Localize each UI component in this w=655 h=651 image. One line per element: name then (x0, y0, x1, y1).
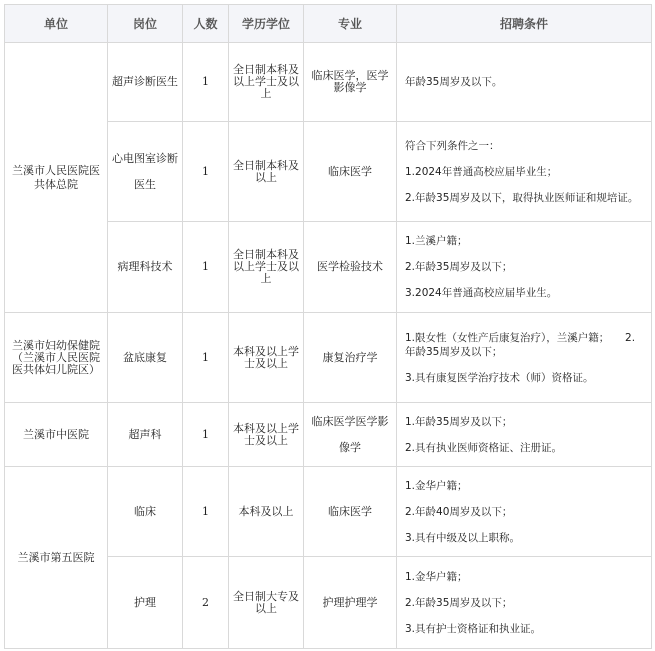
unit-cell: 兰溪市人民医院医共体总院 (5, 43, 108, 313)
major-cell: 临床医学，医学影像学 (304, 43, 397, 122)
condition-line: 2.年龄35周岁及以下； (405, 261, 513, 273)
condition-line: 1.金华户籍； (405, 570, 468, 583)
header-row (5, 5, 652, 43)
count-cell: 1 (183, 222, 229, 313)
post-cell: 护理 (108, 557, 183, 649)
header-unit: 单位 (5, 5, 108, 43)
condition-line: 1.兰溪户籍； (405, 235, 468, 247)
education-cell: 本科及以上 (229, 467, 304, 557)
major-cell: 护理护理学 (304, 557, 397, 649)
table-row (5, 43, 652, 122)
count-cell: 2 (183, 557, 229, 649)
table-row (5, 467, 652, 557)
unit-cell: 兰溪市妇幼保健院（兰溪市人民医院医共体妇儿院区） (5, 313, 108, 403)
recruitment-table (4, 4, 652, 649)
post-cell: 盆底康复 (108, 313, 183, 403)
count-cell: 1 (183, 43, 229, 122)
education-cell: 全日制大专及以上 (229, 557, 304, 649)
education-cell: 本科及以上学士及以上 (229, 313, 304, 403)
count-cell: 1 (183, 467, 229, 557)
condition-line: 符合下列条件之一： (405, 139, 500, 152)
count-cell: 1 (183, 122, 229, 222)
unit-cell: 兰溪市第五医院 (5, 467, 108, 649)
major-cell: 临床医学医学影像学 (304, 403, 397, 467)
post-cell: 超声诊断医生 (108, 43, 183, 122)
post-cell: 临床 (108, 467, 183, 557)
condition-line: 3.具有中级及以上职称。 (405, 531, 521, 544)
education-cell: 本科及以上学士及以上 (229, 403, 304, 467)
table-row (5, 403, 652, 467)
header-major: 专业 (304, 5, 397, 43)
header-conditions: 招聘条件 (397, 5, 652, 43)
count-cell: 1 (183, 403, 229, 467)
condition-line: 年龄35周岁及以下。 (405, 76, 503, 88)
header-education: 学历学位 (229, 5, 304, 43)
header-count: 人数 (183, 5, 229, 43)
unit-cell: 兰溪市中医院 (5, 403, 108, 467)
post-cell: 超声科 (108, 403, 183, 467)
conditions-cell (397, 557, 652, 649)
condition-line: 1.限女性（女性产后康复治疗），兰溪户籍； 2.年龄35周岁及以下； (405, 331, 636, 358)
major-cell: 临床医学 (304, 467, 397, 557)
condition-line: 2.年龄40周岁及以下； (405, 505, 513, 518)
count-cell: 1 (183, 313, 229, 403)
condition-line: 1.2024年普通高校应届毕业生； (405, 165, 558, 178)
condition-line: 2.年龄35周岁及以下，取得执业医师证和规培证。 (405, 191, 639, 204)
conditions-cell (397, 403, 652, 467)
education-cell: 全日制本科及以上学士及以上 (229, 43, 304, 122)
conditions-cell (397, 467, 652, 557)
condition-line: 2.年龄35周岁及以下； (405, 596, 513, 609)
conditions-cell (397, 122, 652, 222)
conditions-cell (397, 222, 652, 313)
conditions-cell (397, 313, 652, 403)
condition-line: 3.2024年普通高校应届毕业生。 (405, 287, 558, 299)
education-cell: 全日制本科及以上学士及以上 (229, 222, 304, 313)
major-cell: 康复治疗学 (304, 313, 397, 403)
condition-line: 2.具有执业医师资格证、注册证。 (405, 441, 563, 454)
post-cell: 心电图室诊断医生 (108, 122, 183, 222)
condition-line: 3.具有护士资格证和执业证。 (405, 622, 542, 635)
condition-line: 1.金华户籍； (405, 479, 468, 492)
table-row (5, 313, 652, 403)
major-cell: 临床医学 (304, 122, 397, 222)
post-cell: 病理科技术 (108, 222, 183, 313)
major-cell: 医学检验技术 (304, 222, 397, 313)
condition-line: 1.年龄35周岁及以下； (405, 415, 513, 428)
condition-line: 3.具有康复医学治疗技术（师）资格证。 (405, 371, 594, 384)
education-cell: 全日制本科及以上 (229, 122, 304, 222)
conditions-cell (397, 43, 652, 122)
header-post: 岗位 (108, 5, 183, 43)
